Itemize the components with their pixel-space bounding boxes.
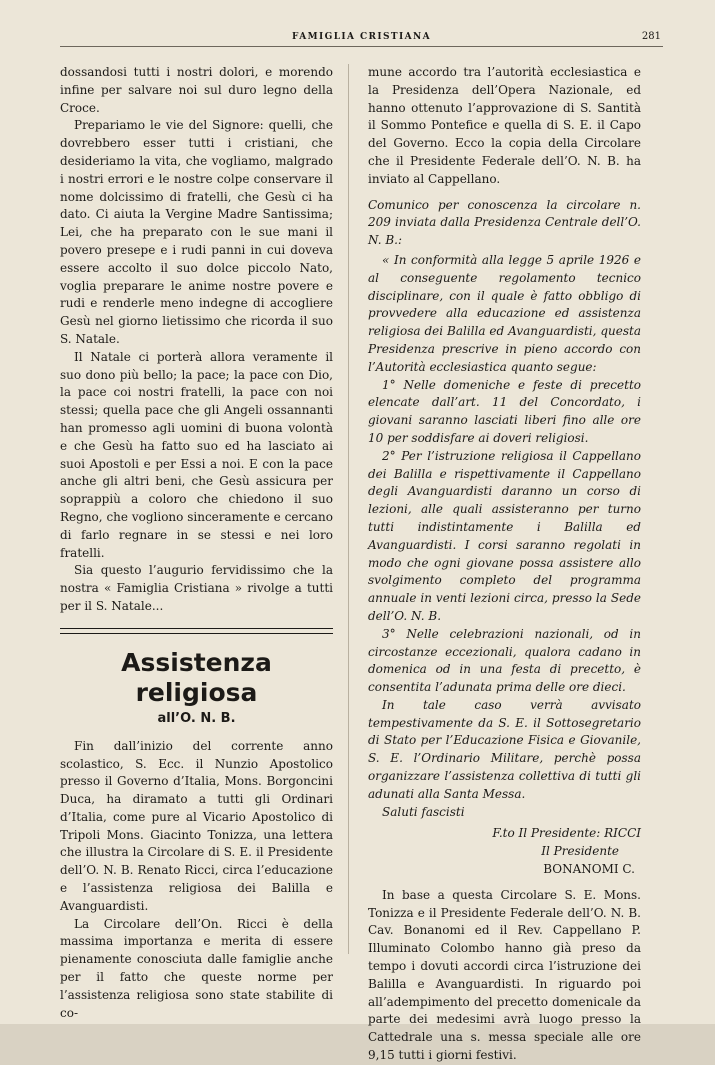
paragraph: mune accordo tra l’autorità ecclesiastica e la Presidenza dell’Opera Nazionale, ed hanno ottenuto l’approvazione di S. Santità il Sommo Pontefice e quella di S. E. il Capo del Governo. Ecco la copia della Circolare che il Presidente Federale dell’O. N. B. ha inviato al Cappellano. (368, 65, 641, 186)
quote-paragraph: 2° Per l’istruzione religiosa il Cappellano dei Balilla e rispettivamente il Cappellano degli Avanguardisti daranno un corso di lezioni, alle quali assisteranno per turno tutti indistintamente i Balilla ed Avanguardisti. I corsi saranno regolati in modo che ogni giovane possa assistere allo svolgimento completo del programma annuale in venti lezioni circa, presso la Sede dell’O. N. B. (368, 448, 641, 623)
quote-paragraph: 1° Nelle domeniche e feste di precetto elencate dall’art. 11 del Concordato, i giovani saranno lasciati liberi fino alle ore 10 per soddisfare ai doveri religiosi. (368, 377, 641, 445)
page-number: 281 (641, 31, 661, 42)
column-divider (348, 64, 349, 954)
quote-paragraph: 3° Nelle celebrazioni nazionali, od in circostanze eccezionali, qualora cadano in domenica od in una festa di precetto, è consentita l’adunata prima delle ore dieci. (368, 626, 641, 695)
article-subheadline: all’O. N. B. (157, 710, 236, 726)
spacer (368, 879, 641, 887)
signature-name: BONANOMI C. (543, 862, 635, 877)
paragraph: In base a questa Circolare S. E. Mons. Tonizza e il Presidente Federale dell’O. N. B. Cav. Bonanomi ed il Rev. Cappellano P. Illuminato Colombo hanno già preso da tempo i dovuti accordi circa l’istruzione dei Balilla e Avanguardisti. In riguardo poi all’adempimento del precetto domenicale da parte dei medesimi avrà luogo presso la Cattedrale una s. messa speciale alle ore 9,15 tutti i giorni festivi. (368, 887, 641, 1063)
page-header (60, 30, 663, 47)
paragraph: Sia questo l’augurio fervidissimo che la nostra « Famiglia Cristiana » rivolge a tutti per il S. Natale... (60, 563, 333, 613)
quote-paragraph: « In conformità alla legge 5 aprile 1926 e al conseguente regolamento tecnico disciplinare, con il quale è fatto obbligo di provvedere alla educazione ed assistenza religiosa dei Balilla ed Avanguardisti, questa Presidenza prescrive in pieno accordo con l’Autorità ecclesiastica quanto segue: (368, 252, 641, 374)
article-headline: Assistenza religiosa (121, 647, 272, 707)
greeting: Saluti fascisti (382, 804, 465, 819)
running-title: FAMIGLIA CRISTIANA (291, 32, 431, 42)
section-divider (60, 628, 333, 634)
paragraph: Prepariamo le vie del Signore: quelli, che dovrebbero esser tutti i cristiani, che desideriamo la vita, che vogliamo, malgrado i nostri errori e le nostre colpe conservare il nome dolcissimo di fratelli, che Gesù ci ha dato. Ci aiuta la Vergine Madre Santissima; Lei, che ha preparato con le sue mani il povero presepe e i rudi panni in cui doveva essere accolto il suo dolce piccolo Nato, voglia preparare le anime nostre povere e rudi e renderle meno indegne di accogliere Gesù nel giorno lietissimo che ricorda il suo S. Natale. (60, 118, 333, 346)
signature-line: F.to Il Presidente: RICCI (492, 826, 641, 841)
signature-title: Il Presidente (541, 844, 619, 859)
paragraph: Il Natale ci porterà allora veramente il suo dono più bello; la pace; la pace con Dio, la pace coi nostri fratelli, la pace con noi stessi; quella pace che gli Angeli ossannanti han promesso agli uomini di buona volontà e che Gesù ha fatto suo ed ha lasciato ai suoi Apostoli e per Essi a noi. E con la pace anche gli altri beni, che Gesù assicura per soprappiù a coloro che chiedono il suo Regno, che vogliono sinceramente e cercano di farlo regnare in se stessi e nei loro fratelli. (60, 349, 333, 560)
right-column (368, 64, 641, 1065)
paragraph: La Circolare dell’On. Ricci è della massima importanza e merita di essere pienamente conosciuta dalle famiglie anche per il fatto che queste norme per l’assistenza religiosa sono state stabilite di co- (60, 916, 333, 1020)
paragraph: Fin dall’inizio del corrente anno scolastico, S. Ecc. il Nunzio Apostolico presso il Governo d’Italia, Mons. Borgoncini Duca, ha diramato a tutti gli Ordinari d’Italia, come pure al Vicario Apostolico di Tripoli Mons. Giacinto Tonizza, una lettera che illustra la Circolare di S. E. il Presidente dell’O. N. B. Renato Ricci, circa l’educazione e l’assistenza religiosa dei Balilla e Avanguardisti. (60, 738, 333, 913)
quote-paragraph: In tale caso verrà avvisato tempestivamente da S. E. il Sottosegretario di Stato per l’Educazione Fisica e Giovanile, S. E. l’Ordinario Militare, perchè possa organizzare l’assistenza collettiva di tutti gli adunati alla Santa Messa. (368, 697, 641, 801)
circular-quote (368, 252, 641, 822)
paragraph: dossandosi tutti i nostri dolori, e morendo infine per salvare noi sul duro legno della Croce. (60, 65, 333, 115)
left-column (60, 64, 333, 1022)
circular-heading: Comunico per conoscenza la circolare n. 209 inviata dalla Presidenza Centrale dell’O. N. B.: (368, 197, 641, 248)
